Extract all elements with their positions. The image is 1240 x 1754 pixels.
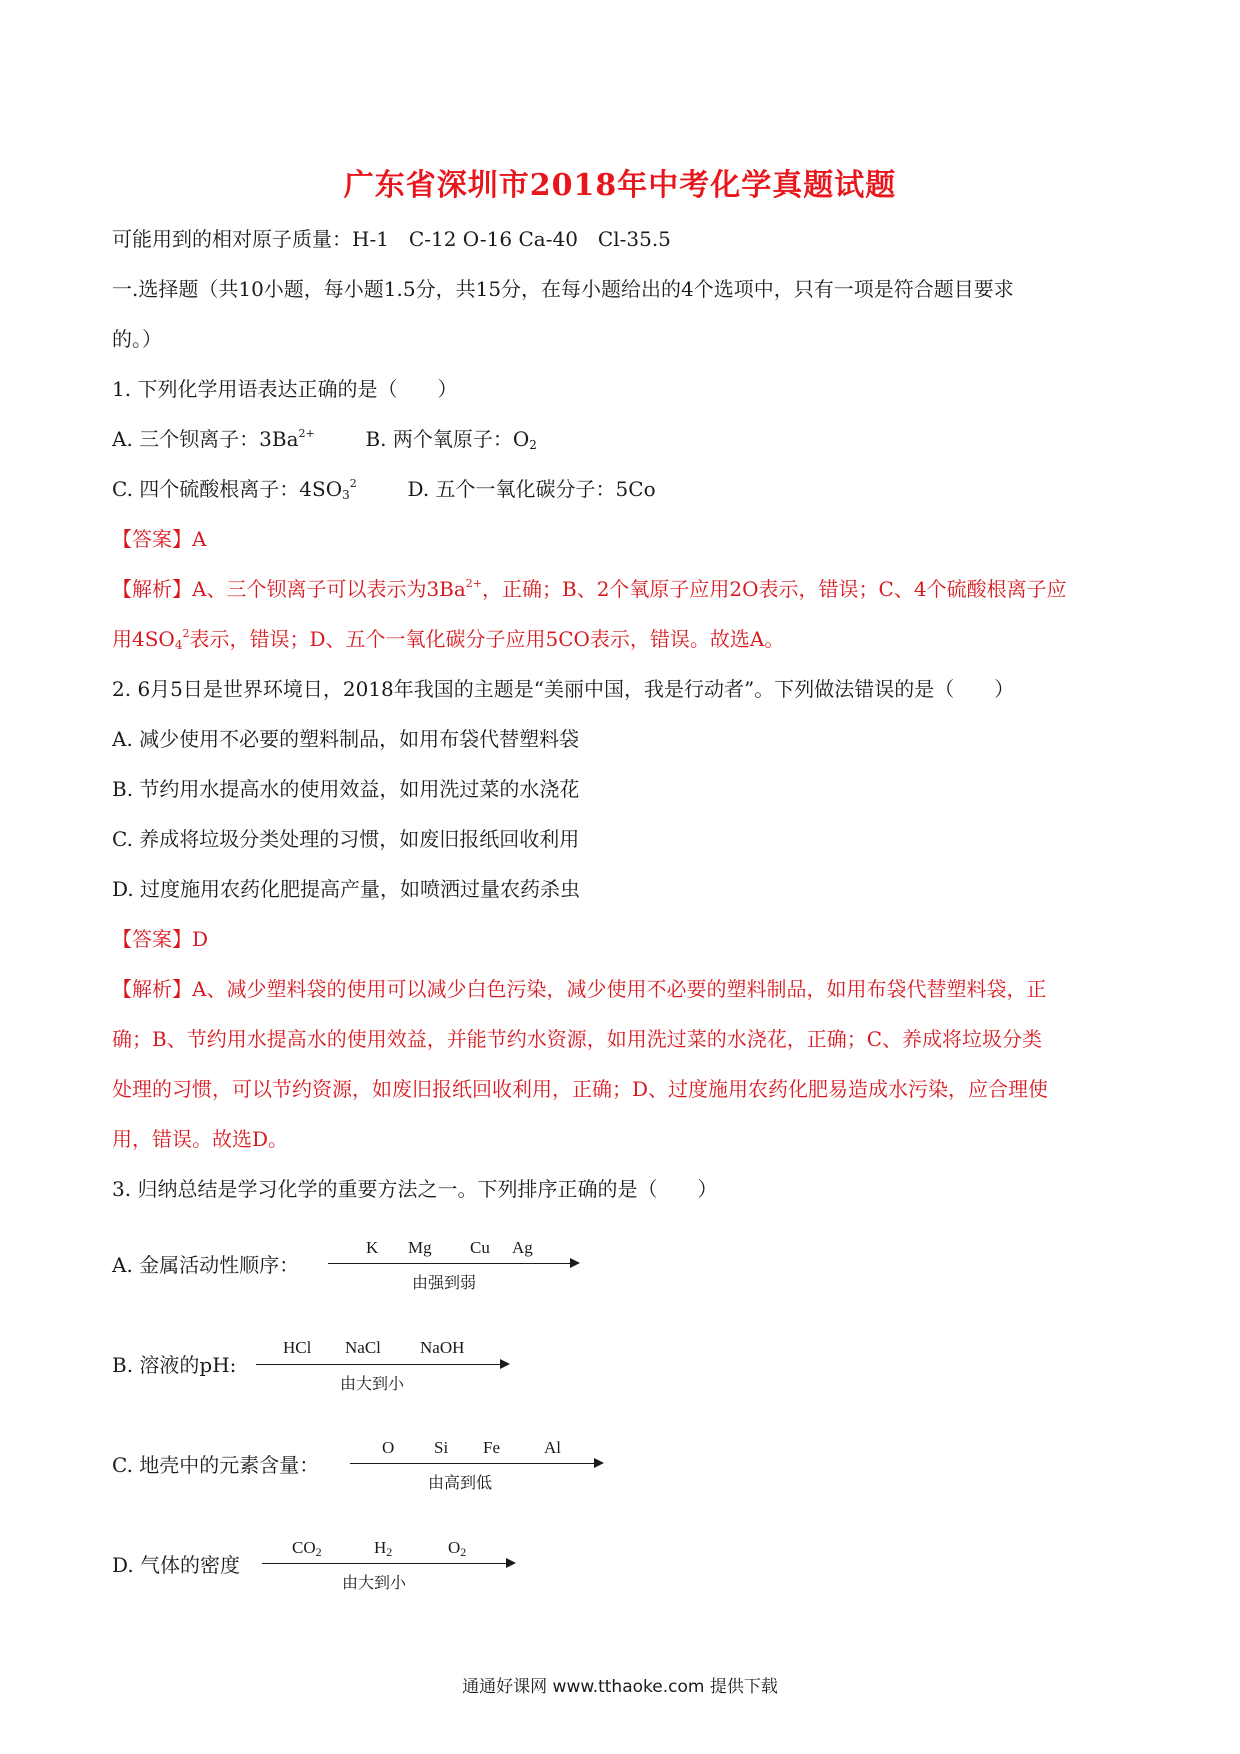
question-2-option-d: D. 过度施用农药化肥提高产量，如喷洒过量农药杀虫 — [112, 877, 581, 901]
sequence-token: NaOH — [420, 1338, 465, 1357]
question-1-stem: 1. 下列化学用语表达正确的是（ ） — [112, 377, 458, 401]
question-1-explanation-line1: 【解析】A、三个钡离子可以表示为$3Ba^{2+}$，正确；B、2个氧原子应用2O表示，错误；C、4个硫酸根离子应 — [112, 577, 1067, 601]
sequence-token: Ag — [512, 1238, 533, 1257]
question-2-explanation-line1: 【解析】A、减少塑料袋的使用可以减少白色污染，减少使用不必要的塑料制品，如用布袋代替塑料袋，正 — [112, 977, 1047, 1001]
right-arrow-icon — [328, 1263, 578, 1264]
question-2-option-c: C. 养成将垃圾分类处理的习惯，如废旧报纸回收利用 — [112, 827, 580, 851]
question-3-option-a-label: A. 金属活动性顺序： — [112, 1253, 300, 1277]
question-2-answer: 【答案】D — [112, 927, 209, 951]
question-2-option-b: B. 节约用水提高水的使用效益，如用洗过菜的水浇花 — [112, 777, 580, 801]
question-2-stem: 2. 6月5日是世界环境日，2018年我国的主题是“美丽中国，我是行动者”。下列做法错误的是（ ） — [112, 677, 1015, 701]
sequence-token: Al — [544, 1438, 561, 1457]
question-3-stem: 3. 归纳总结是学习化学的重要方法之一。下列排序正确的是（ ） — [112, 1177, 718, 1201]
sequence-token: $CO_2$ — [292, 1538, 322, 1559]
sequence-token: Mg — [408, 1238, 432, 1257]
option-b: B. 两个氧原子：$O_2$ — [365, 427, 537, 452]
section-heading-line1: 一.选择题（共10小题，每小题1.5分，共15分，在每小题给出的4个选项中，只有一项是符合题目要求 — [112, 277, 1014, 301]
sequence-token: Fe — [483, 1438, 500, 1457]
right-arrow-icon — [350, 1463, 602, 1464]
sequence-caption: 由高到低 — [428, 1473, 493, 1492]
question-2-explanation-line3: 处理的习惯，可以节约资源，如废旧报纸回收利用，正确；D、过度施用农药化肥易造成水污染，应合理使 — [112, 1077, 1049, 1101]
question-3-option-b-label: B. 溶液的pH: — [112, 1353, 237, 1377]
question-1-answer: 【答案】A — [112, 527, 207, 551]
question-2-explanation-line4: 用，错误。故选D。 — [112, 1127, 289, 1151]
question-3-option-d-label: D. 气体的密度 — [112, 1553, 241, 1577]
option-a: A. 三个钡离子：$3Ba^{2+}$ — [112, 427, 315, 451]
sequence-token: $H_2$ — [374, 1538, 393, 1559]
sequence-token: Cu — [470, 1238, 490, 1257]
sequence-caption: 由大到小 — [340, 1374, 405, 1393]
option-c: C. 四个硫酸根离子：$4SO_3^2$ — [112, 477, 357, 502]
question-1-explanation-line2: 用$4SO_4^2$表示，错误；D、五个一氧化碳分子应用5CO表示，错误。故选A。 — [112, 627, 785, 652]
right-arrow-icon — [262, 1563, 514, 1564]
question-2-explanation-line2: 确；B、节约用水提高水的使用效益，并能节约水资源，如用洗过菜的水浇花，正确；C、养成将垃圾分类 — [112, 1027, 1042, 1051]
sequence-caption: 由强到弱 — [412, 1273, 477, 1292]
sequence-token: $O_2$ — [448, 1538, 467, 1559]
question-3-option-c-label: C. 地壳中的元素含量： — [112, 1453, 320, 1477]
sequence-token: O — [382, 1438, 395, 1457]
sequence-caption: 由大到小 — [342, 1573, 407, 1592]
option-d: D. 五个一氧化碳分子：5Co — [407, 477, 656, 501]
question-1-options-cd — [112, 474, 1132, 504]
question-2-option-a: A. 减少使用不必要的塑料制品，如用布袋代替塑料袋 — [112, 727, 580, 751]
sequence-token: HCl — [283, 1338, 312, 1357]
sequence-token: NaCl — [345, 1338, 381, 1357]
right-arrow-icon — [256, 1364, 508, 1365]
section-heading-line2: 的。） — [112, 327, 162, 351]
atomic-mass-line: 可能用到的相对原子质量：H-1 C-12 O-16 Ca-40 Cl-35.5 — [112, 227, 671, 251]
sequence-token: Si — [434, 1438, 449, 1457]
page-title: 广东省深圳市2018年中考化学真题试题 — [343, 168, 897, 203]
question-1-options-ab — [112, 424, 1132, 454]
page-footer: 通通好课网 www.tthaoke.com 提供下载 — [462, 1677, 778, 1697]
sequence-token: K — [366, 1238, 379, 1257]
